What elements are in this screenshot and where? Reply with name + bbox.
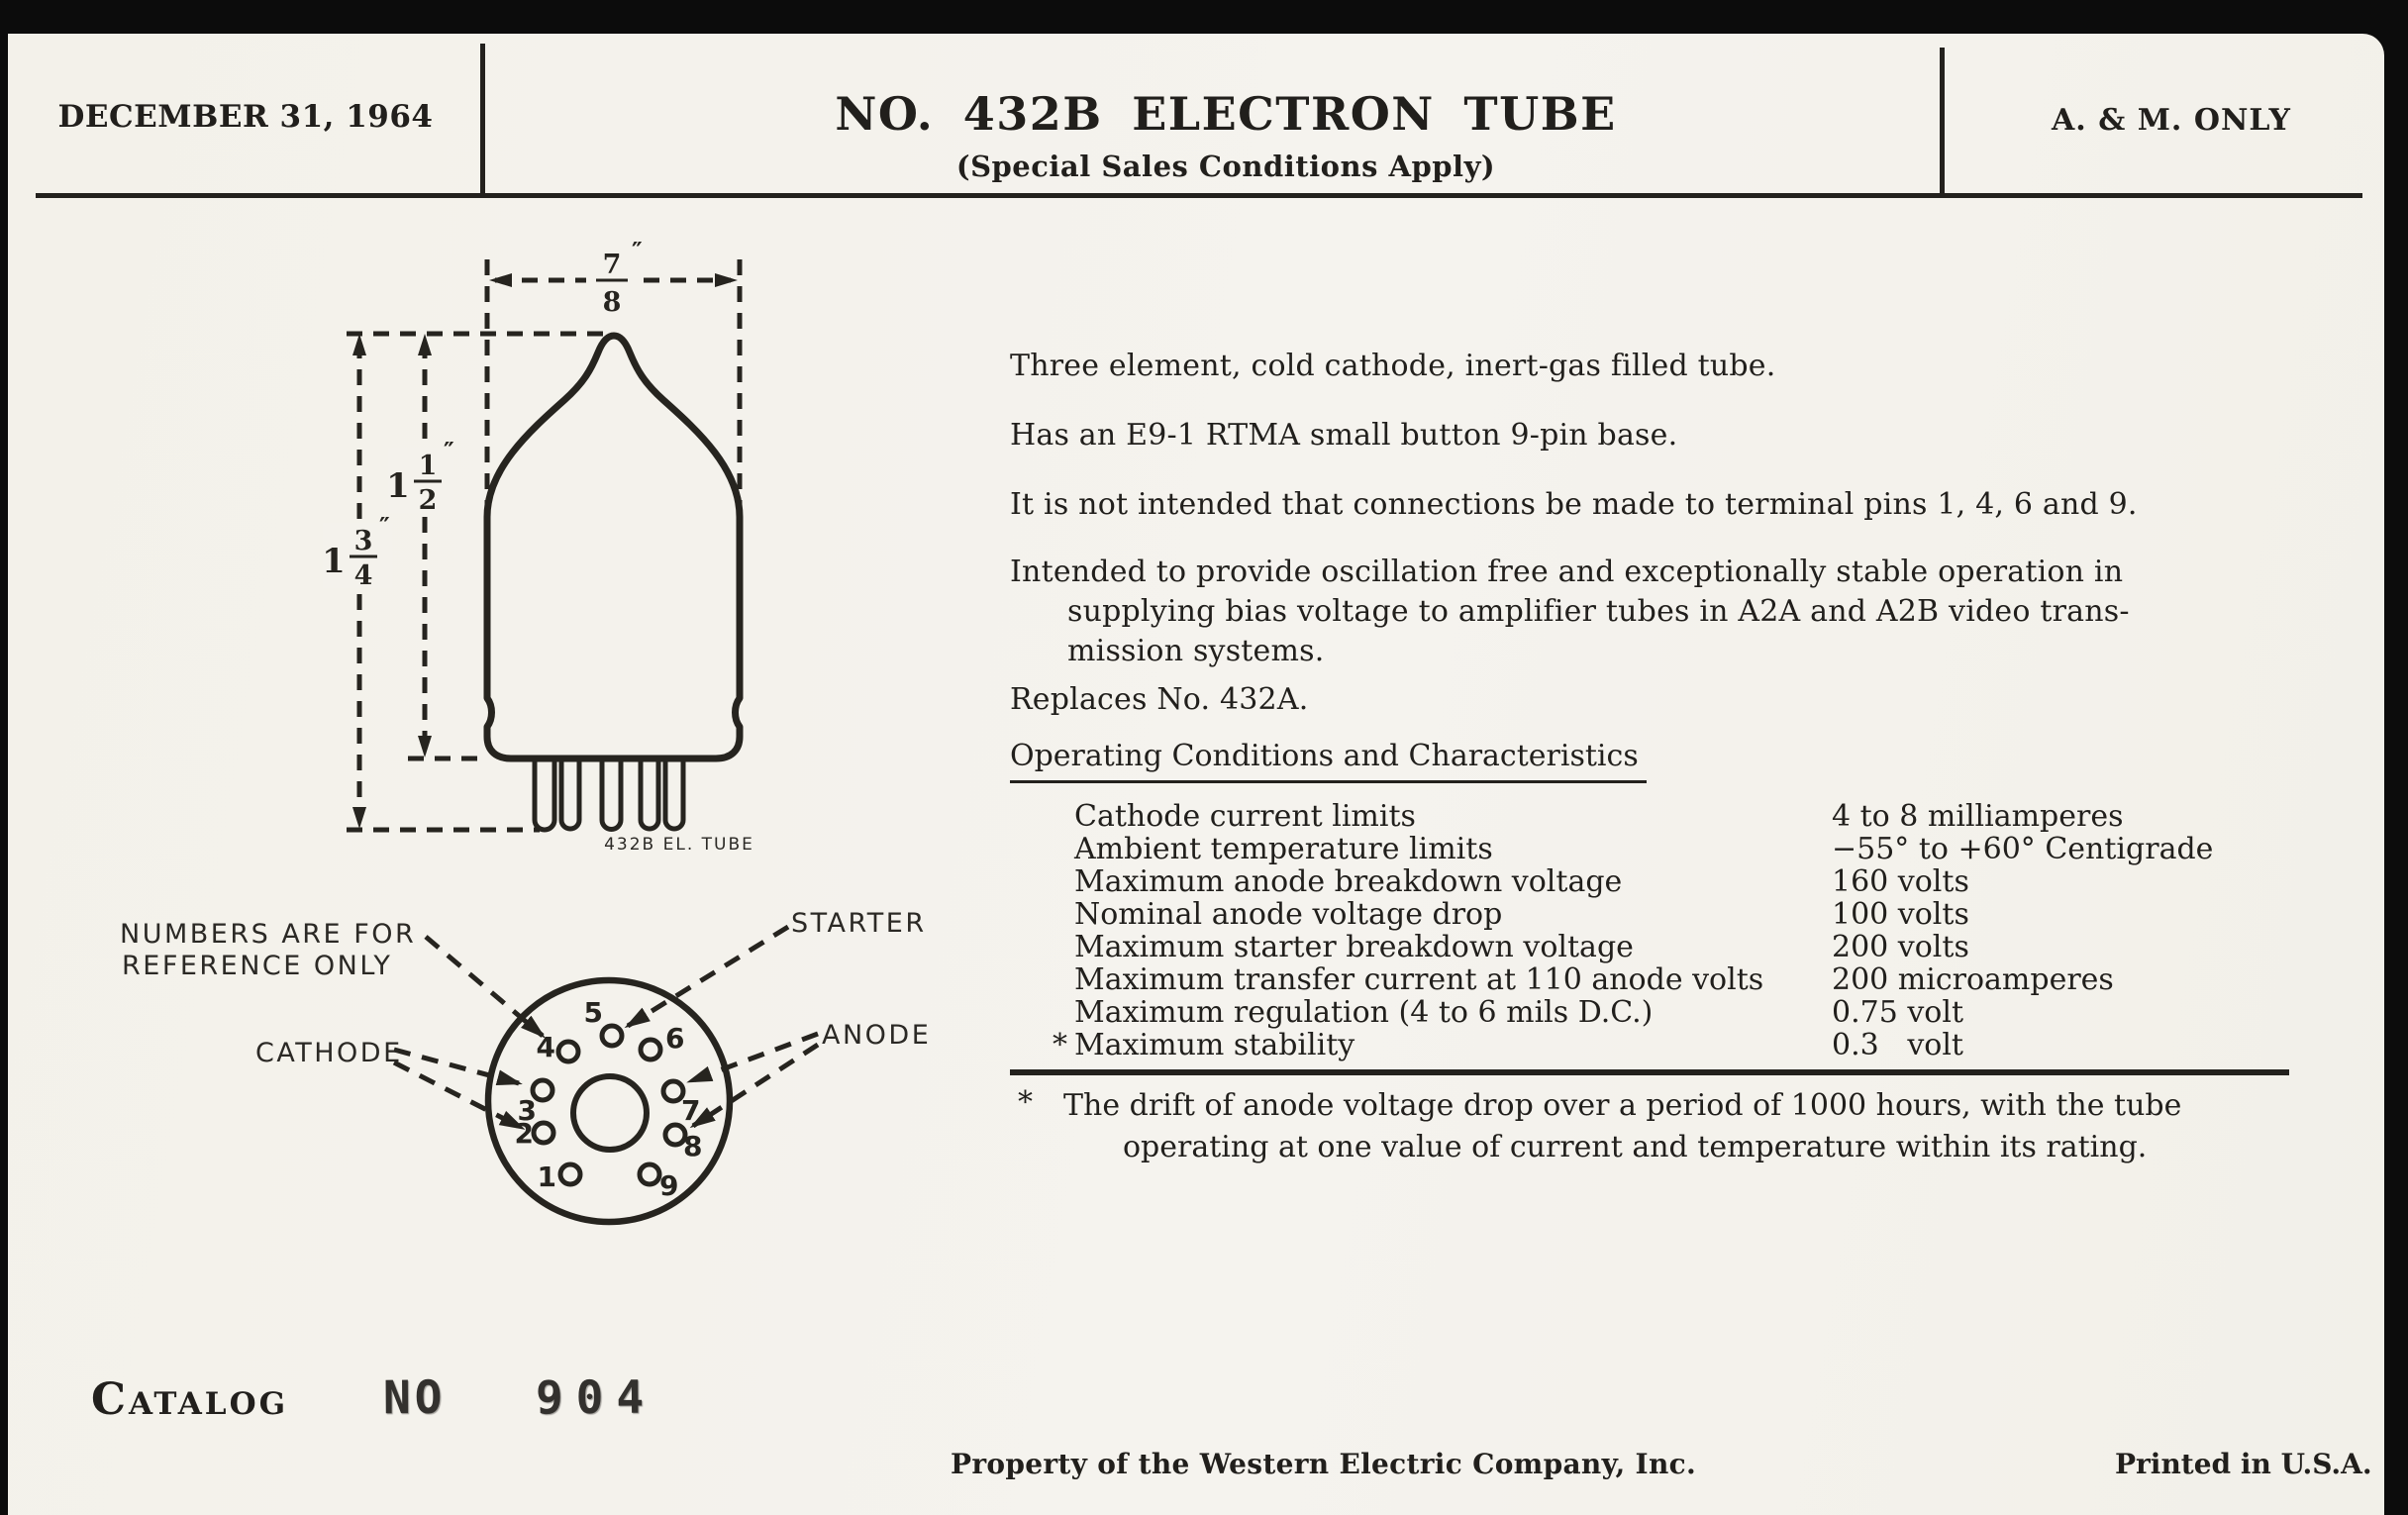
issue-date: DECEMBER 31, 1964 [57,99,434,135]
inch-mark: ″ [632,237,643,265]
row-label: Ambient temperature limits [1074,832,1493,866]
leader-anode-to-pin7 [690,1034,818,1081]
classification-label: A. & M. ONLY [2052,103,2291,138]
arrow-up-icon [418,334,432,355]
header-divider-left [480,44,485,194]
pin-number-2: 2 [514,1117,534,1150]
pin-number-7: 7 [681,1094,701,1127]
footnote [1010,1085,2181,1168]
tube-outline-drawing [322,208,852,891]
pin-number-3: 3 [517,1094,537,1127]
row-label: Maximum starter breakdown voltage [1074,930,1634,964]
fraction-numerator: 3 [353,526,373,556]
table-row [1074,963,2371,996]
cathode-label: CATHODE [255,1038,403,1068]
header-divider-right [1940,48,1945,194]
fraction-numerator: 1 [418,451,438,481]
operating-conditions-heading: Operating Conditions and Characteristics [1010,739,1647,783]
table-row [1074,865,2371,898]
width-dim-label [590,237,644,318]
reference-note-line1: NUMBERS ARE FOR [120,919,417,950]
table-row [1074,898,2371,931]
leader-cathode-to-pin2 [394,1062,522,1128]
arrow-down-icon [418,736,432,758]
description-paragraph: Has an E9-1 RTMA small button 9-pin base. [1010,418,1678,453]
description-paragraph: Three element, cold cathode, inert-gas filled tube. [1010,349,1776,383]
row-value: 160 volts [1832,864,1969,899]
row-value: 200 volts [1832,930,1969,964]
table-bottom-rule [1010,1069,2289,1075]
pin-number-6: 6 [665,1022,685,1055]
inch-mark: ″ [379,512,390,541]
arrow-down-icon [352,807,366,829]
footnote-line: The drift of anode voltage drop over a period of 1000 hours, with the tube [1063,1088,2182,1123]
paragraph-line: Intended to provide oscillation free and exceptionally stable operation in [1010,555,2124,589]
printed-in-notice: Printed in U.S.A. [2115,1448,2372,1480]
paragraph-line: mission systems. [1067,634,1325,668]
catalog-no-stamp: NO [382,1369,447,1425]
inch-mark: ″ [444,437,454,465]
pin-number-9: 9 [659,1169,679,1202]
header-title-block [523,87,1929,183]
fraction-denominator: 2 [418,485,438,516]
page-title: NO. 432B ELECTRON TUBE [835,87,1617,141]
table-row [1074,996,2371,1029]
anode-label: ANODE [822,1020,932,1051]
row-value: 0.3 volt [1832,1028,1963,1062]
description-paragraph: Replaces No. 432A. [1010,682,1309,717]
dim-whole-number: 1 [322,542,346,581]
row-label: Maximum transfer current at 110 anode volts [1074,962,1764,997]
leader-note-to-pin4 [426,937,543,1036]
seated-height-dim-label [386,437,454,516]
header-rule [36,193,2362,198]
pin-number-4: 4 [536,1031,555,1063]
footnote-marker: * [1018,1085,1033,1120]
row-label: Maximum stability [1074,1028,1355,1062]
description-paragraph: It is not intended that connections be made to terminal pins 1, 4, 6 and 9. [1010,487,2138,522]
row-value: 200 microamperes [1832,962,2114,997]
row-value: 100 volts [1832,897,1969,932]
pin-number-1: 1 [537,1161,556,1193]
tube-envelope-outline [487,336,740,758]
pin-base-diagram [89,891,951,1248]
catalog-label: Catalog [91,1374,289,1425]
tube-drawing-caption: 432B EL. TUBE [604,835,754,855]
arrow-up-icon [352,334,366,355]
pin-number-8: 8 [683,1130,703,1162]
table-row [1074,800,2371,833]
row-label: Cathode current limits [1074,799,1416,834]
fraction-denominator: 8 [602,287,622,318]
pin-number-5: 5 [583,996,603,1029]
operating-conditions-table [1053,799,2371,1062]
row-value: −55° to +60° Centigrade [1832,832,2214,866]
row-label: Nominal anode voltage drop [1074,897,1503,932]
row-label: Maximum anode breakdown voltage [1074,864,1623,899]
dim-whole-number: 1 [386,466,410,506]
reference-note-line2: REFERENCE ONLY [122,951,393,981]
row-value: 0.75 volt [1832,995,1963,1030]
arrow-right-icon [715,273,738,287]
table-row [1053,1028,2371,1062]
catalog-number-stamp: 904 [535,1369,657,1425]
page-subtitle: (Special Sales Conditions Apply) [955,150,1496,183]
footnote-line: operating at one value of current and temperature within its rating. [1123,1130,2148,1164]
arrow-left-icon [489,273,512,287]
leader-starter-to-pin5 [628,927,788,1026]
starter-label: STARTER [791,908,927,939]
paragraph-line: supplying bias voltage to amplifier tubes in A2A and A2B video trans- [1067,594,2130,629]
row-label: Maximum regulation (4 to 6 mils D.C.) [1074,995,1654,1030]
row-value: 4 to 8 milliamperes [1832,799,2124,834]
table-row [1074,833,2371,865]
fraction-denominator: 4 [353,560,373,591]
footnote-marker: * [1053,1028,1067,1062]
description-paragraph [1010,553,2130,671]
property-notice: Property of the Western Electric Company, Inc. [951,1448,1697,1480]
paper-sheet [8,34,2384,1515]
overall-height-dim-label [322,512,392,591]
base-center-hole [573,1076,647,1150]
tube-base-pins [535,758,683,830]
fraction-numerator: 7 [602,250,622,280]
table-row [1074,931,2371,963]
